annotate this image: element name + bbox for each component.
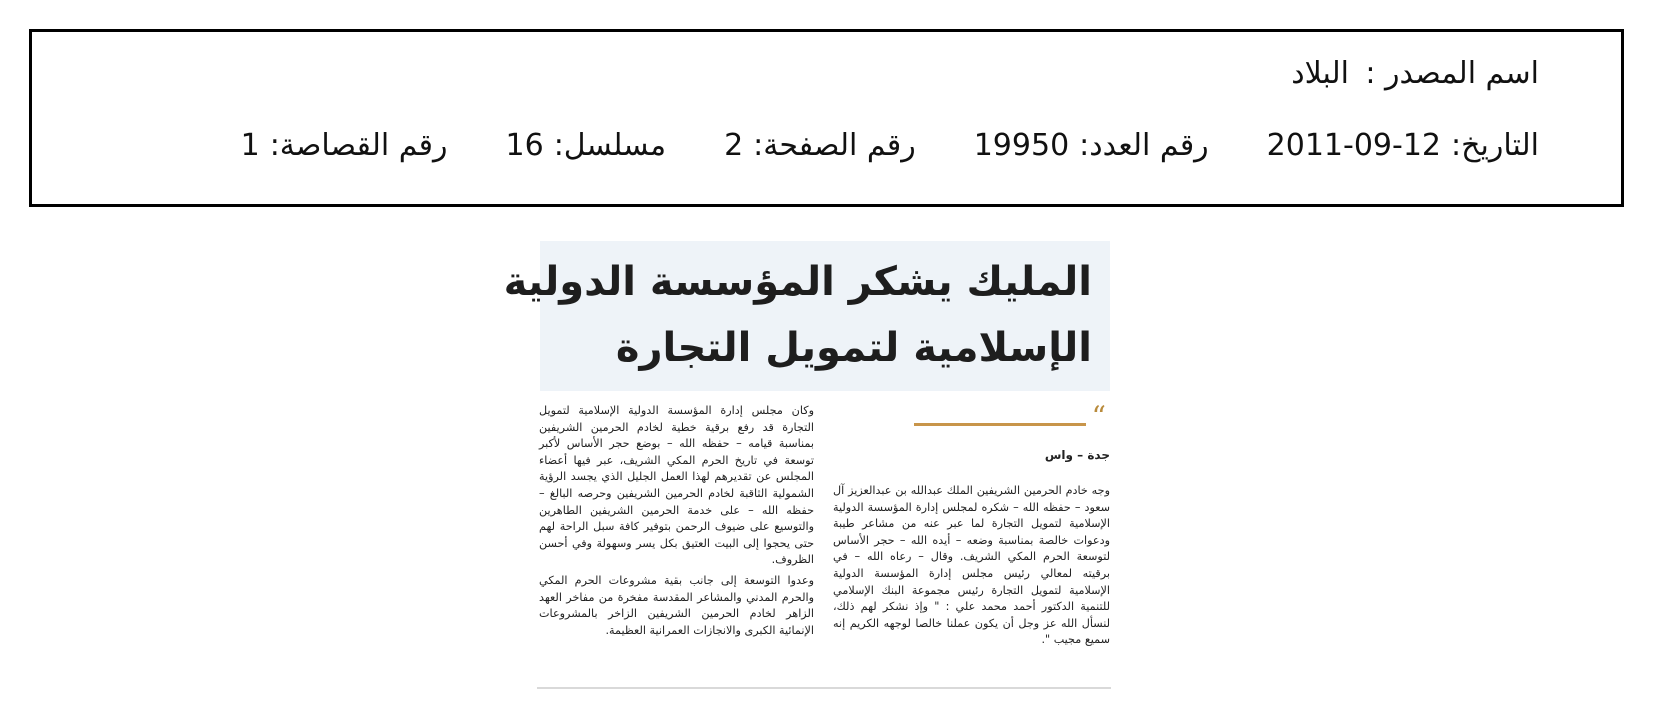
- serial-field: [506, 128, 667, 163]
- source-row: [1291, 56, 1539, 91]
- clip-label: رقم القصاصة:: [269, 128, 448, 163]
- headline-line-2: الإسلامية لتمويل التجارة: [615, 325, 1092, 371]
- issue-field: [974, 128, 1209, 163]
- quote-mark-icon: “: [1091, 400, 1106, 433]
- issue-value: 19950: [973, 128, 1070, 163]
- newspaper-clipping: [503, 238, 1111, 690]
- serial-label: مسلسل:: [553, 128, 667, 163]
- page-value: 2: [724, 128, 744, 163]
- date-label: التاريخ:: [1451, 128, 1539, 163]
- left-paragraph-2: وعدوا التوسعة إلى جانب بقية مشروعات الحرم المكي والحرم المدني والمشاعر المقدسة مفخرة من مفاخر العهد الزاهر لخادم الحرمين الشريفين الزاخر بالمشروعات الإنمائية الكبرى والانجازات العمرانية العظيمة.: [539, 573, 814, 637]
- left-column: [539, 403, 814, 643]
- page-label: رقم الصفحة:: [753, 128, 916, 163]
- date-value: 2011-09-12: [1266, 128, 1442, 163]
- source-value: البلاد: [1291, 56, 1349, 91]
- headline-band: [503, 241, 1110, 391]
- clip-field: [241, 128, 448, 163]
- dateline: جدة – واس: [1044, 448, 1110, 462]
- issue-label: رقم العدد:: [1079, 128, 1209, 163]
- clipping-bottom-rule: [537, 687, 1111, 689]
- source-label: اسم المصدر :: [1365, 56, 1539, 91]
- source-metadata-box: [29, 29, 1624, 207]
- left-paragraph-1: وكان مجلس إدارة المؤسسة الدولية الإسلامية لتمويل التجارة قد رفع برقية خطية لخادم الحرمين الشريفين بمناسبة قيامه – حفظه الله – بوضع حجر الأساس لأكبر توسعة في تاريخ الحرم المكي الشريف، عبر فيها أعضاء المجلس عن تقديرهم لهذا العمل الجليل الذي يجسد الرؤية الشمولية الثاقبة لخادم الحرمين الشريفين وحرصه البالغ – حفظه الله – على خدمة الحرمين الشريفين الطاهرين والتوسيع على ضيوف الرحمن بتوفير كافة سبل الراحة لهم حتى يحجوا إلى البيت العتيق بكل يسر وسهولة وفي أحسن الظروف.: [539, 404, 814, 567]
- right-column-body: وجه خادم الحرمين الشريفين الملك عبدالله بن عبدالعزيز آل سعود – حفظه الله – شكره لمجلس إدارة المؤسسة الدولية الإسلامية لتمويل التجارة لما عبر عنه من مشاعر طيبة ودعوات خالصة بمناسبة وضعه – أيده الله – حجر الأساس لتوسعة الحرم المكي الشريف. وقال – رعاه الله – في برقيته لمعالي رئيس مجلس إدارة المؤسسة الدولية الإسلامية لتمويل التجارة رئيس مجموعة البنك الإسلامي للتنمية الدكتور أحمد محمد علي : " وإذ نشكر لهم ذلك، لنسأل الله عز وجل أن يكون عملنا خالصا لوجهه الكريم إنه سميع مجيب ".: [833, 484, 1110, 647]
- page-field: [724, 128, 916, 163]
- quote-rule: [914, 423, 1086, 426]
- date-field: [1267, 128, 1539, 163]
- details-row: [241, 128, 1539, 163]
- headline-line-1: المليك يشكر المؤسسة الدولية: [503, 259, 1092, 305]
- clip-value: 1: [240, 128, 260, 163]
- serial-value: 16: [505, 128, 544, 163]
